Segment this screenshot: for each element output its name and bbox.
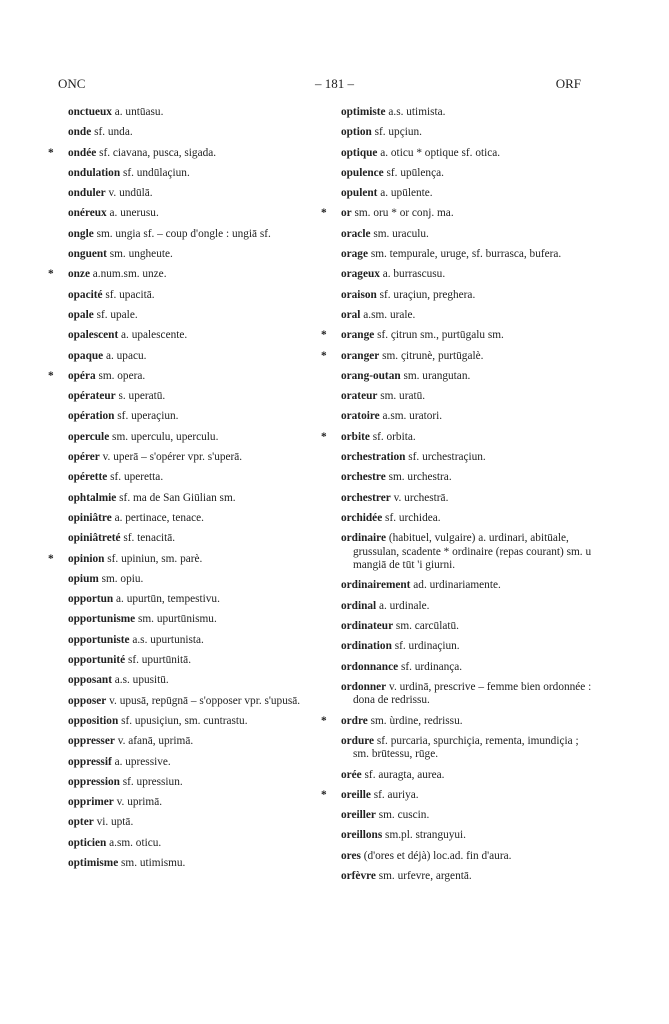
dictionary-entry (68, 695, 323, 708)
entry-headword: opportuniste (68, 633, 130, 646)
dictionary-entry (341, 248, 592, 261)
entry-headword: opportunité (68, 654, 126, 667)
entry-headword: oracle (341, 227, 371, 240)
entry-definition: sf. urdinaçiun. (394, 640, 460, 653)
entry-headword: opérer (68, 451, 100, 464)
dictionary-entry (341, 451, 592, 464)
entry-definition: v. upusā, repūgnā – s'opposer vpr. s'upusā. (109, 694, 301, 707)
dictionary-entry (321, 714, 592, 728)
entry-headword: ophtalmie (68, 491, 117, 504)
entry-headword: orchestre (341, 471, 386, 484)
dictionary-entry (68, 776, 323, 789)
entry-headword: ordonnance (341, 660, 399, 673)
entry-headword: ores (341, 849, 361, 862)
entry-definition: sf. upçiun. (374, 126, 422, 139)
dictionary-entry (321, 329, 592, 342)
dictionary-entry (68, 248, 323, 261)
dictionary-entry (341, 390, 592, 403)
dictionary-entry (341, 620, 592, 633)
entry-headword: opale (68, 308, 94, 321)
entry-definition: sm. ùrdine, redrissu. (370, 714, 463, 727)
entry-definition: sm. urangutan. (403, 369, 471, 382)
dictionary-entry (341, 735, 592, 762)
dictionary-entry (68, 715, 323, 728)
dictionary-entry (68, 126, 323, 139)
entry-headword: oreille (341, 788, 371, 801)
dictionary-entry (341, 512, 592, 525)
entry-headword: opacité (68, 288, 103, 301)
common-word-marker: * (321, 430, 327, 443)
entry-headword: oppression (68, 775, 120, 788)
entry-definition: v. undūlā. (108, 187, 153, 200)
entry-definition: sf. unda. (94, 126, 133, 139)
entry-headword: ordinateur (341, 619, 394, 632)
entry-definition: a. upūlente. (380, 187, 433, 200)
dictionary-entry (341, 289, 592, 302)
entry-definition: a.sm. urale. (363, 308, 416, 321)
dictionary-entry (341, 681, 592, 708)
entry-headword: opter (68, 816, 94, 829)
entry-definition: sf. upacitā. (105, 288, 155, 301)
entry-headword: opalescent (68, 329, 119, 342)
dictionary-entry (68, 837, 323, 850)
entry-headword: optimiste (341, 106, 386, 118)
entry-definition: sm. uperculu, uperculu. (112, 430, 219, 443)
entry-definition: a. upacu. (106, 349, 147, 362)
entry-headword: ordonner (341, 680, 387, 693)
entry-definition: sm. ungia sf. – coup d'ongle : ungiā sf. (96, 227, 271, 240)
entry-definition: sm. oru * or conj. ma. (354, 207, 454, 220)
entry-headword: opiniâtre (68, 511, 112, 524)
dictionary-entry (341, 600, 592, 613)
entry-headword: oral (341, 308, 361, 321)
entry-definition: sf. upūlença. (386, 166, 444, 179)
entry-definition: sm. uraculu. (373, 227, 429, 240)
dictionary-entry (341, 829, 592, 842)
entry-headword: opéra (68, 369, 96, 382)
entry-headword: onde (68, 126, 92, 139)
entry-definition: v. uperā – s'opérer vpr. s'uperā. (102, 451, 243, 464)
entry-definition: v. afanā, uprimā. (117, 735, 194, 748)
dictionary-entry (341, 370, 592, 383)
entry-headword: opposant (68, 674, 112, 687)
entry-definition: a.s. utimista. (388, 106, 446, 118)
entry-definition: sm.pl. stranguyui. (385, 829, 467, 842)
dictionary-entry (68, 735, 323, 748)
dictionary-entry (341, 870, 592, 883)
entry-headword: onctueux (68, 106, 112, 118)
entry-definition: sm. opera. (98, 369, 146, 382)
entry-definition: sm. carcūlatū. (395, 619, 459, 632)
entry-headword: oreiller (341, 809, 376, 822)
entry-headword: oppressif (68, 755, 112, 768)
entry-headword: opération (68, 410, 115, 423)
entry-definition: sf. ma de San Giūlian sm. (119, 491, 236, 504)
dictionary-entry (321, 788, 592, 802)
entry-headword: orée (341, 768, 362, 781)
entry-definition: s. uperatū. (118, 390, 166, 403)
entry-headword: opinion (68, 552, 105, 565)
entry-headword: orageux (341, 268, 380, 281)
entry-headword: ordinal (341, 599, 377, 612)
entry-headword: opium (68, 572, 99, 585)
entry-definition: v. urchestrā. (393, 491, 449, 504)
entry-definition: sf. upiniun, sm. parè. (107, 552, 203, 565)
entry-headword: orange (341, 329, 375, 342)
right-column (321, 106, 592, 890)
entry-headword: ordre (341, 714, 368, 727)
entry-headword: orchidée (341, 511, 383, 524)
entry-definition: a.s. upusitū. (114, 674, 169, 687)
entry-definition: a.s. upurtunista. (132, 633, 204, 646)
entry-headword: oreillons (341, 829, 383, 842)
left-column (48, 106, 323, 877)
entry-headword: opérette (68, 471, 108, 484)
entry-definition: sf. purcaria, spurchiçia, rementa, imundiçia ; sm. brūtessu, rūge. (353, 734, 579, 761)
entry-definition: sm. çitrunè, purtūgalè. (382, 349, 484, 362)
dictionary-entry (68, 309, 323, 322)
dictionary-entry (68, 167, 323, 180)
entry-definition: sm. uratū. (380, 390, 426, 403)
entry-headword: opiniâtreté (68, 532, 121, 545)
dictionary-entry (341, 106, 592, 119)
entry-headword: oratoire (341, 410, 380, 423)
entry-headword: onguent (68, 248, 107, 261)
entry-definition: a. urdinale. (378, 599, 430, 612)
entry-definition: a. oticu * optique sf. otica. (380, 146, 501, 159)
dictionary-entry (68, 228, 323, 241)
dictionary-entry (341, 309, 592, 322)
dictionary-entry (68, 471, 323, 484)
entry-definition: v. urdinā, prescrive – femme bien ordonnée : dona de redrissu. (353, 680, 592, 707)
entry-headword: onze (68, 268, 90, 281)
entry-headword: or (341, 207, 352, 220)
entry-definition: sf. ciavana, pusca, sigada. (99, 146, 217, 159)
entry-definition: a. upressive. (114, 755, 171, 768)
dictionary-entry (341, 187, 592, 200)
dictionary-entry (68, 451, 323, 464)
entry-headword: orchestration (341, 451, 406, 464)
dictionary-entry (68, 756, 323, 769)
entry-headword: ondée (68, 146, 97, 159)
entry-headword: option (341, 126, 372, 139)
entry-headword: onéreux (68, 207, 107, 220)
entry-definition: a. burrascusu. (382, 268, 446, 281)
dictionary-entry (341, 167, 592, 180)
entry-headword: opportunisme (68, 613, 136, 626)
header-right-guideword: ORF (555, 76, 581, 91)
dictionary-entry (341, 126, 592, 139)
entry-definition: sf. auriya. (373, 788, 419, 801)
dictionary-entry (341, 579, 592, 592)
entry-definition: sf. urchidea. (385, 511, 441, 524)
entry-headword: oranger (341, 349, 380, 362)
dictionary-entry (48, 146, 323, 160)
entry-headword: opposition (68, 714, 119, 727)
entry-definition: sm. ungheute. (109, 248, 173, 261)
entry-headword: oppresser (68, 735, 115, 748)
dictionary-entry (341, 410, 592, 423)
dictionary-entry (68, 674, 323, 687)
dictionary-entry (68, 573, 323, 586)
entry-definition: sm. urchestra. (388, 471, 452, 484)
entry-definition: sf. urdinança. (400, 660, 463, 673)
dictionary-entry (68, 329, 323, 342)
dictionary-entry (68, 289, 323, 302)
dictionary-entry (68, 512, 323, 525)
entry-definition: sf. uperetta. (110, 471, 164, 484)
dictionary-entry (341, 471, 592, 484)
entry-headword: orchestrer (341, 491, 391, 504)
entry-definition: sf. auragta, aurea. (364, 768, 445, 781)
entry-headword: onduler (68, 187, 106, 200)
entry-definition: sm. urfevre, argentā. (378, 870, 472, 883)
entry-definition: v. uprimā. (116, 796, 163, 809)
entry-headword: ordinaire (341, 532, 386, 545)
dictionary-entry (341, 769, 592, 782)
entry-headword: optique (341, 146, 378, 159)
entry-headword: ongle (68, 227, 94, 240)
entry-definition: vi. uptā. (96, 816, 134, 829)
entry-definition: sm. utimismu. (121, 856, 186, 869)
dictionary-entry (341, 640, 592, 653)
dictionary-entry (68, 390, 323, 403)
common-word-marker: * (48, 369, 54, 382)
entry-headword: orage (341, 248, 368, 261)
common-word-marker: * (48, 552, 54, 565)
dictionary-entry (68, 593, 323, 606)
entry-definition: a.num.sm. unze. (92, 268, 167, 281)
dictionary-entry (341, 268, 592, 281)
dictionary-entry (321, 349, 592, 363)
entry-definition: sm. opiu. (101, 572, 144, 585)
entry-definition: a. upalescente. (121, 329, 188, 342)
page-number: – 181 – (315, 76, 354, 91)
entry-headword: ordinairement (341, 579, 411, 592)
common-word-marker: * (48, 268, 54, 281)
entry-definition: sf. upurtūnitā. (127, 654, 192, 667)
dictionary-entry (48, 552, 323, 566)
common-word-marker: * (321, 788, 327, 801)
dictionary-entry (321, 430, 592, 444)
dictionary-entry (68, 492, 323, 505)
entry-headword: ordination (341, 640, 392, 653)
entry-definition: a. upurtūn, tempestivu. (116, 593, 220, 606)
dictionary-entry (68, 431, 323, 444)
entry-definition: a. unerusu. (109, 207, 159, 220)
common-word-marker: * (321, 714, 327, 727)
dictionary-entry (341, 228, 592, 241)
entry-definition: sf. orbita. (372, 430, 416, 443)
dictionary-entry (341, 147, 592, 160)
entry-headword: orbite (341, 430, 370, 443)
entry-headword: opérateur (68, 390, 116, 403)
entry-definition: sf. upressiun. (122, 775, 183, 788)
dictionary-entry (48, 369, 323, 383)
dictionary-entry (341, 661, 592, 674)
dictionary-entry (341, 492, 592, 505)
entry-headword: opprimer (68, 796, 114, 809)
entry-definition: a.sm. oticu. (109, 836, 162, 849)
entry-headword: optimisme (68, 856, 119, 869)
entry-definition: sf. tenacitā. (123, 532, 176, 545)
entry-definition: sf. uraçiun, preghera. (379, 288, 476, 301)
entry-headword: oraison (341, 288, 377, 301)
entry-definition: sm. tempurale, uruge, sf. burrasca, bufera. (370, 248, 562, 261)
entry-headword: opaque (68, 349, 104, 362)
dictionary-entry (68, 613, 323, 626)
dictionary-entry (68, 106, 323, 119)
entry-definition: a. pertinace, tenace. (114, 511, 204, 524)
entry-headword: opportun (68, 593, 114, 606)
header-left-guideword: ONC (58, 76, 86, 91)
entry-headword: opticien (68, 836, 107, 849)
entry-definition: a. untūasu. (114, 106, 164, 118)
dictionary-entry (68, 857, 323, 870)
entry-headword: ondulation (68, 166, 121, 179)
page-header (0, 76, 669, 94)
entry-definition: sm. upurtūnismu. (138, 613, 217, 626)
dictionary-entry (341, 532, 592, 572)
dictionary-entry (68, 634, 323, 647)
entry-definition: sf. undūlaçiun. (122, 166, 190, 179)
dictionary-entry (68, 816, 323, 829)
dictionary-entry (321, 207, 592, 220)
entry-headword: orateur (341, 390, 378, 403)
dictionary-entry (68, 532, 323, 545)
entry-headword: opposer (68, 694, 107, 707)
dictionary-entry (68, 350, 323, 363)
entry-headword: opulent (341, 187, 378, 200)
entry-headword: orang-outan (341, 369, 401, 382)
common-word-marker: * (321, 349, 327, 362)
entry-definition: sf. urchestraçiun. (408, 451, 486, 464)
entry-definition: sf. çitrun sm., purtūgalu sm. (377, 329, 504, 342)
dictionary-entry (341, 809, 592, 822)
entry-definition: sf. upale. (96, 308, 138, 321)
entry-headword: opulence (341, 166, 384, 179)
entry-definition: (d'ores et déjà) loc.ad. fin d'aura. (363, 849, 512, 862)
dictionary-entry (68, 796, 323, 809)
dictionary-entry (68, 654, 323, 667)
dictionary-entry (48, 268, 323, 281)
common-word-marker: * (48, 146, 54, 159)
entry-definition: sm. cuscin. (378, 809, 430, 822)
entry-headword: ordure (341, 734, 375, 747)
entry-headword: orfèvre (341, 870, 376, 883)
entry-headword: opercule (68, 430, 110, 443)
entry-definition: ad. urdinariamente. (413, 579, 501, 592)
entry-definition: sf. uperaçiun. (117, 410, 179, 423)
entry-definition: a.sm. uratori. (382, 410, 443, 423)
entry-definition: (habituel, vulgaire) a. urdinari, abitūale, grussulan, scadente * ordinaire (repas courant) sm. u mangiā de tūt 'i giurni. (353, 532, 592, 572)
common-word-marker: * (321, 329, 327, 342)
dictionary-entry (68, 187, 323, 200)
entry-definition: sf. upusiçiun, sm. cuntrastu. (121, 714, 248, 727)
dictionary-entry (341, 850, 592, 863)
dictionary-entry (68, 410, 323, 423)
dictionary-entry (68, 207, 323, 220)
common-word-marker: * (321, 207, 327, 220)
